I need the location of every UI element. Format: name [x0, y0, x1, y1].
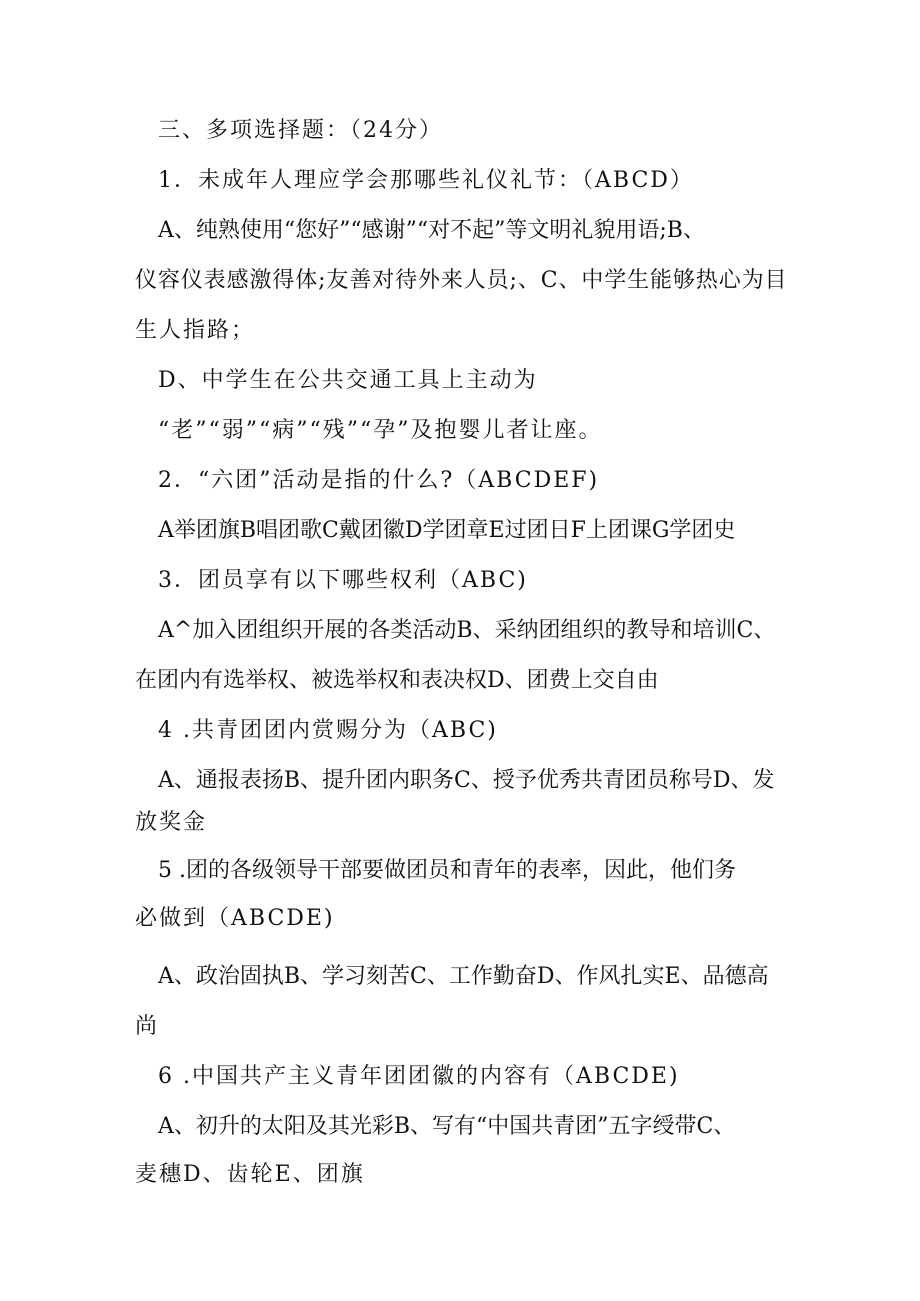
question-2-stem: 2．“六团”活动是指的什么?（ABCDEF)	[158, 468, 600, 493]
question-1-line	[0, 266, 920, 296]
question-1-line: 生人指路；	[135, 318, 256, 343]
question-1-line: A、纯熟使用“您好”“感谢”“对不起”等文明礼貌用语;B、	[158, 218, 705, 243]
question-5-line: 尚	[135, 1014, 160, 1039]
question-1-stem: 1．未成年人理应学会那哪些礼仪礼节：（ABCD）	[158, 168, 694, 193]
question-5-stem: 5 .团的各级领导干部要做团员和青年的表率，因此，他们务	[158, 858, 736, 883]
question-6-stem: 6 .中国共产主义青年团团徽的内容有（ABCDE)	[158, 1064, 680, 1089]
question-3-line: 在团内有选举权、被选举权和表决权D、团费上交自由	[135, 668, 659, 693]
section-heading: 三、多项选择题：（24分）	[158, 118, 443, 143]
question-5-line: A、政治固执B、学习刻苦C、工作勤奋D、作风扎实E、品德高	[158, 964, 769, 989]
question-3-stem: 3．团员享有以下哪些权利（ABC)	[158, 568, 528, 593]
question-4-stem: 4 .共青团团内赏赐分为（ABC)	[158, 718, 498, 743]
question-1-line: D、中学生在公共交通工具上主动为	[158, 368, 538, 393]
question-6-line: 麦穗D、齿轮E、团旗	[135, 1162, 365, 1187]
question-1-line: “老”“弱”“病”“残”“孕”及抱婴儿者让座。	[158, 418, 603, 443]
question-6-line: A、初升的太阳及其光彩B、写有“中国共青团”五字绶带C、	[158, 1114, 736, 1139]
question-5-stem: 必做到（ABCDE)	[135, 906, 335, 931]
question-2-line: A举团旗B唱团歌C戴团徽D学团章E过团日F上团课G学团史	[158, 518, 736, 543]
question-1-line-text: 仪容仪表感激得体;友善对待外来人员;、C、中学生能够热心为目	[135, 268, 787, 293]
question-3-line: A^加入团组织开展的各类活动B、采纳团组织的教导和培训C、	[158, 618, 776, 643]
question-4-line: A、通报表扬B、提升团内职务C、授予优秀共青团员称号D、发	[158, 768, 775, 793]
question-4-line: 放奖金	[135, 810, 208, 835]
